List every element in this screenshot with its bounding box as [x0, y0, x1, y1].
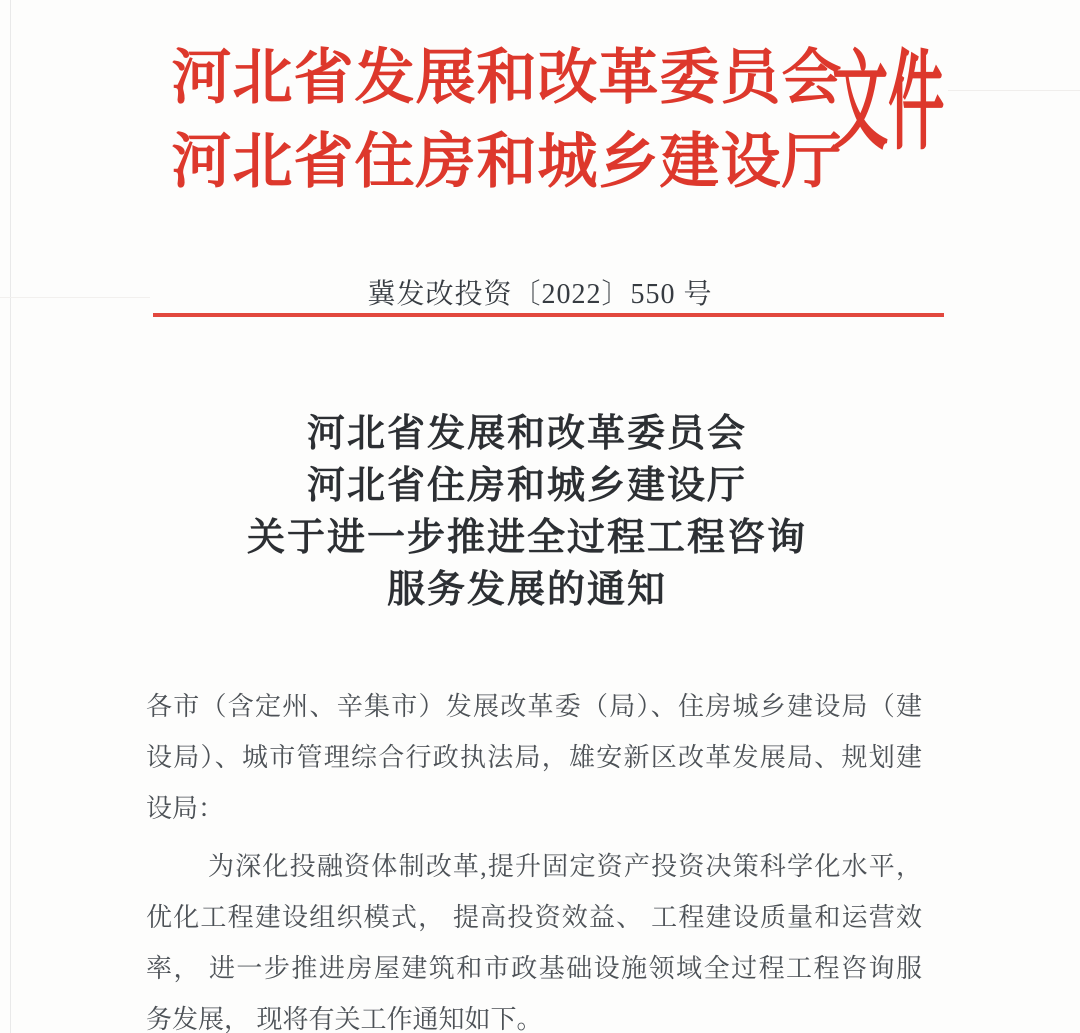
letterhead-divider-rule [153, 313, 944, 317]
paragraph-line: 务发展， 现将有关工作通知如下。 [146, 1005, 543, 1033]
paragraph-line: 优化工程建设组织模式， 提高投资效益、 工程建设质量和运营效 [146, 903, 922, 932]
paragraph-line: 率， 进一步推进房屋建筑和市政基础设施领域全过程工程咨询服 [146, 954, 922, 983]
salutation-line: 各市（含定州、辛集市）发展改革委（局）、住房城乡建设局（建 [146, 692, 922, 721]
title-line2: 河北省住房和城乡建设厅 [306, 465, 747, 507]
title-line3: 关于进一步推进全过程工程咨询 [246, 517, 807, 559]
paragraph-line: 为深化投融资体制改革,提升固定资产投资决策科学化水平， [208, 852, 922, 881]
salutation-line: 设局： [146, 794, 225, 823]
document-title [0, 408, 1054, 616]
salutation-line: 设局）、城市管理综合行政执法局，雄安新区改革发展局、规划建 [146, 743, 922, 772]
document-body [146, 681, 922, 1033]
doc-number: 冀发改投资〔2022〕550 号 [367, 279, 713, 310]
letterhead-org-line2: 河北省住房和城乡建设厅 [171, 129, 843, 195]
title-line4: 服务发展的通知 [386, 569, 667, 611]
title-line1: 河北省发展和改革委员会 [306, 413, 747, 455]
letterhead-org-line1: 河北省发展和改革委员会 [171, 45, 843, 111]
doc-type-label: 文件 [832, 44, 945, 163]
